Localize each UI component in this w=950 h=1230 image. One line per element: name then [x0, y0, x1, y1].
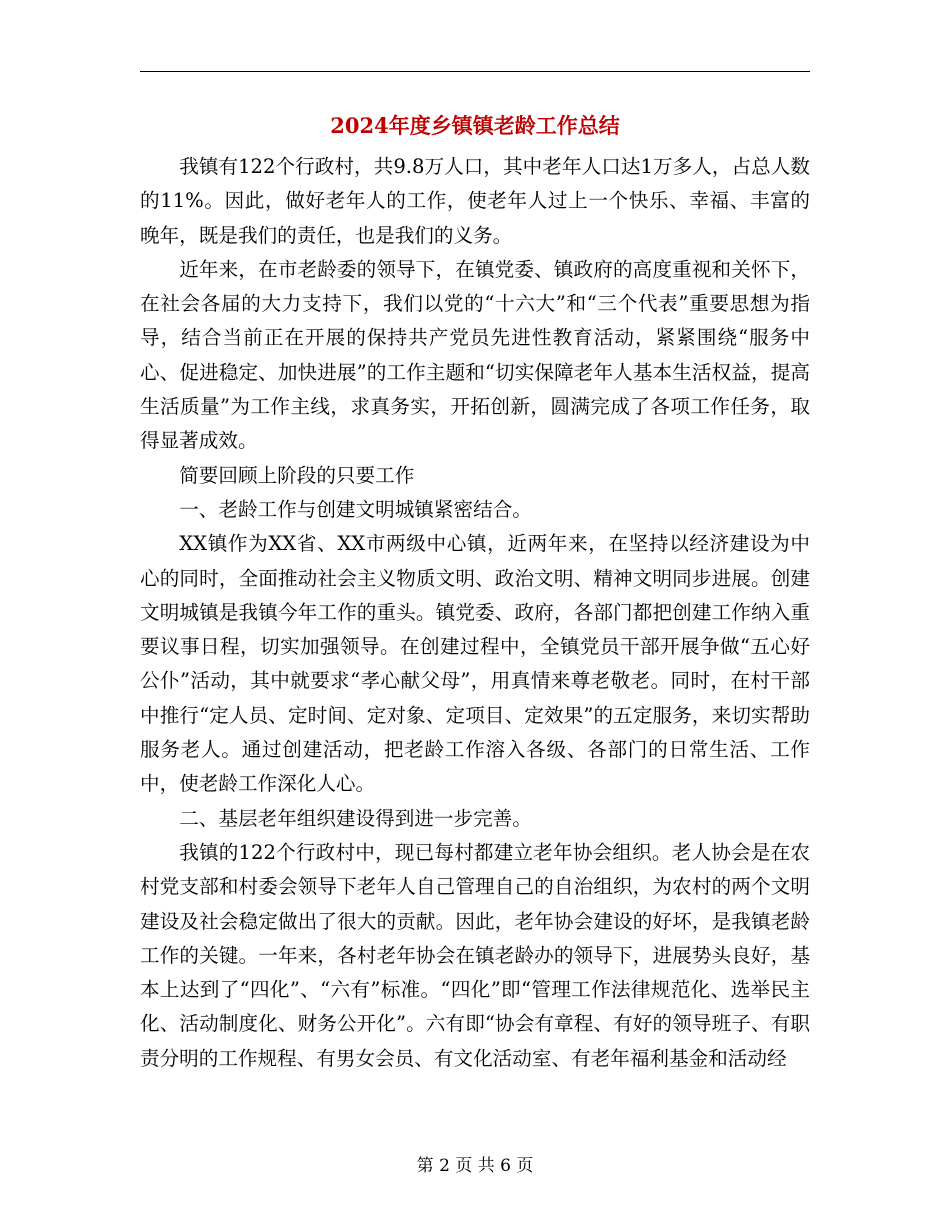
paragraph-section-2: 我镇的122个行政村中，现已每村都建立老年协会组织。老人协会是在农村党支部和村委会领导下老年人自己管理自己的自治组织，为农村的两个文明建设及社会稳定做出了很大的贡献。因此，老年协会建设的好坏，是我镇老龄工作的关键。一年来，各村老年协会在镇老龄办的领导下，进展势头良好，基本上达到了“四化”、“六有”标准。“四化”即“管理工作法律规范化、选举民主化、活动制度化、财务公开化”。六有即“协会有章程、有好的领导班子、有职责分明的工作规程、有男女会员、有文化活动室、有老年福利基金和活动经 — [140, 840, 810, 1070]
paragraph-overview: 近年来，在市老龄委的领导下，在镇党委、镇政府的高度重视和关怀下，在社会各届的大力支持下，我们以党的“十六大”和“三个代表”重要思想为指导，结合当前正在开展的保持共产党员先进性教育活动，紧紧围绕“服务中心、促进稳定、加快进展”的工作主题和“切实保障老年人基本生活权益，提高生活质量”为工作主线，求真务实，开拓创新，圆满完成了各项工作任务，取得显著成效。 — [140, 257, 810, 453]
paragraph-section-1: XX镇作为XX省、XX市两级中心镇，近两年来，在坚持以经济建设为中心的同时，全面推动社会主义物质文明、政治文明、精神文明同步进展。创建文明城镇是我镇今年工作的重头。镇党委、政府，各部门都把创建工作纳入重要议事日程，切实加强领导。在创建过程中，全镇党员干部开展争做“五心好公仆”活动，其中就要求“孝心献父母”，用真情来尊老敬老。同时，在村干部中推行“定人员、定时间、定对象、定项目、定效果”的五定服务，来切实帮助服务老人。通过创建活动，把老龄工作溶入各级、各部门的日常生活、工作中，使老龄工作深化人心。 — [140, 532, 810, 796]
paragraph-intro: 我镇有122个行政村，共9.8万人口，其中老年人口达1万多人，占总人数的11%。因此，做好老年人的工作，使老年人过上一个快乐、幸福、丰富的晚年，既是我们的责任，也是我们的义务。 — [140, 155, 810, 247]
document-body — [140, 150, 810, 1076]
paragraph-review-heading: 简要回顾上阶段的只要工作 — [179, 463, 415, 487]
document-title: 2024年度乡镇镇老龄工作总结 — [330, 113, 620, 138]
header-rule — [140, 71, 810, 72]
section-heading-2: 二、基层老年组织建设得到进一步完善。 — [179, 806, 532, 830]
page-number: 第 2 页 共 6 页 — [416, 1156, 534, 1176]
section-heading-1: 一、老龄工作与创建文明城镇紧密结合。 — [179, 497, 532, 521]
